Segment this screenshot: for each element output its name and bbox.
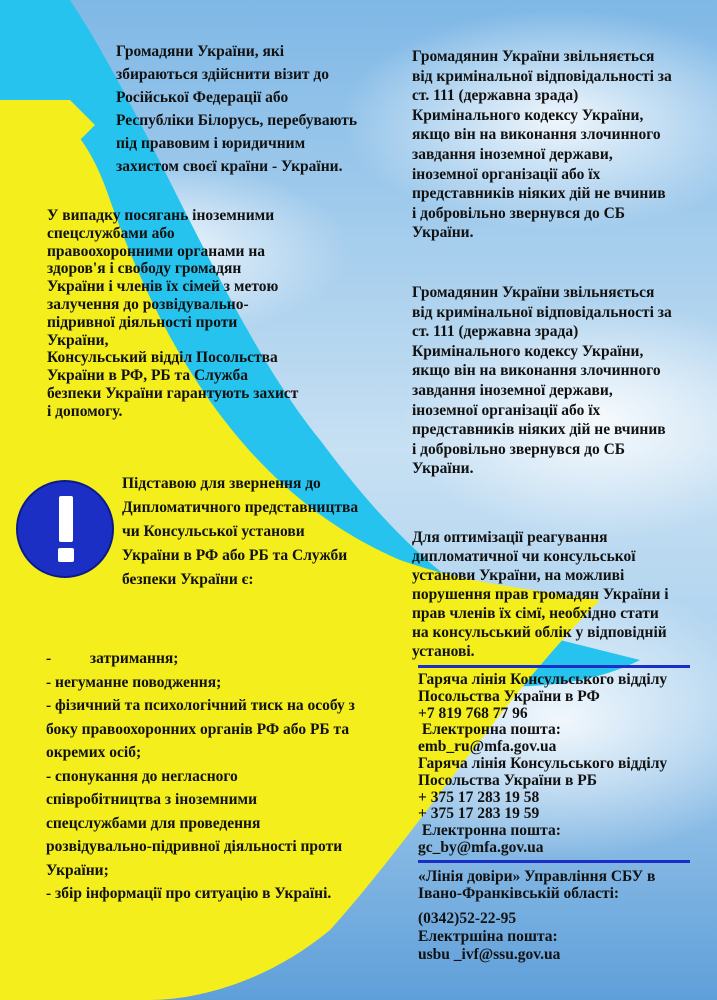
list-item: - фізичний та психологічний тиск на особу з — [46, 697, 355, 714]
contacts-ssu: (0342)52-22-95 Електршіна пошта: usbu _ivf@ssu.gov.ua — [418, 910, 561, 963]
list-item: окремих осіб; — [46, 744, 142, 761]
contacts-embassy: Гаряча лінія Консульського відділу Посольства України в РФ +7 819 768 77 96 Електронна пошта: emb_ru@mfa.gov.ua Гаряча лінія Консульського відділу Посольства України в РБ + 375 17 283 19 58 + 375 17 283 19 59 Електронна пошта: gc_by@mfa.gov.ua — [418, 671, 668, 856]
list-item: спецслужбами для проведення — [46, 814, 261, 832]
list-item: - спонукання до негласного — [46, 767, 238, 785]
registration-text: Для оптимізації реагування дипломатичної чи консульської установи України, на можливі порушення прав громадян України і прав членів їх сімї, необхідно стати на консульський облік у відповідній установі. — [412, 529, 669, 660]
list-item: України; — [46, 861, 109, 879]
list-item: - негуманне поводження; — [46, 673, 222, 691]
intro-text: Громадяни України, які збираються здійснити візит до Російської Федерації або Республіки Білорусь, перебувають під правовим і юридичним захистом своєї країни - України. — [116, 43, 358, 175]
contacts-ssu-title: «Лінія довіри» Управління СБУ в Івано-Франківській області: — [418, 868, 656, 902]
divider-top — [418, 665, 690, 668]
grounds-list — [46, 647, 376, 906]
guarantee-text: У випадку посягань іноземними спецслужбами або правоохоронними органами на здоров'я і свободу громадян України і членів їх сімей з метою залучення до розвідувально- підривної діяльності проти України, Консульський відділ Посольства України в РФ, РБ та Служба безпеки України гарантують захист і допомогу. — [47, 207, 299, 420]
list-item: співробітництва з іноземними — [46, 791, 258, 808]
list-item: - збір інформації про ситуацію в Україні. — [46, 885, 332, 902]
exclamation-icon — [16, 480, 114, 578]
list-item: розвідувально-підривної діяльності проти — [46, 838, 343, 855]
grounds-intro-text: Підставою для звернення до Дипломатичного представництва чи Консульської установи України в РФ або РБ та Служби безпеки України є: — [122, 475, 359, 588]
divider-bottom — [418, 860, 690, 863]
exemption-text-1: Громадянин України звільняється від кримінальної відповідальності за ст. 111 (державна зрада) Кримінального кодексу України, якщо він на виконання злочинного завдання іноземної держави, іноземної організації або їх представників ніяких дій не вчинив і добровільно звернувся до СБ України. — [412, 48, 672, 242]
list-item: боку правоохоронних органів РФ або РБ та — [46, 720, 350, 738]
exemption-text-2: Громадянин України звільняється від кримінальної відповідальності за ст. 111 (державна зрада) Кримінального кодексу України, якщо він на виконання злочинного завдання іноземної держави, іноземної організації або їх представників ніяких дій не вчинив і добровільно звернувся до СБ України. — [412, 284, 672, 478]
list-item: - затримання; — [46, 650, 179, 667]
